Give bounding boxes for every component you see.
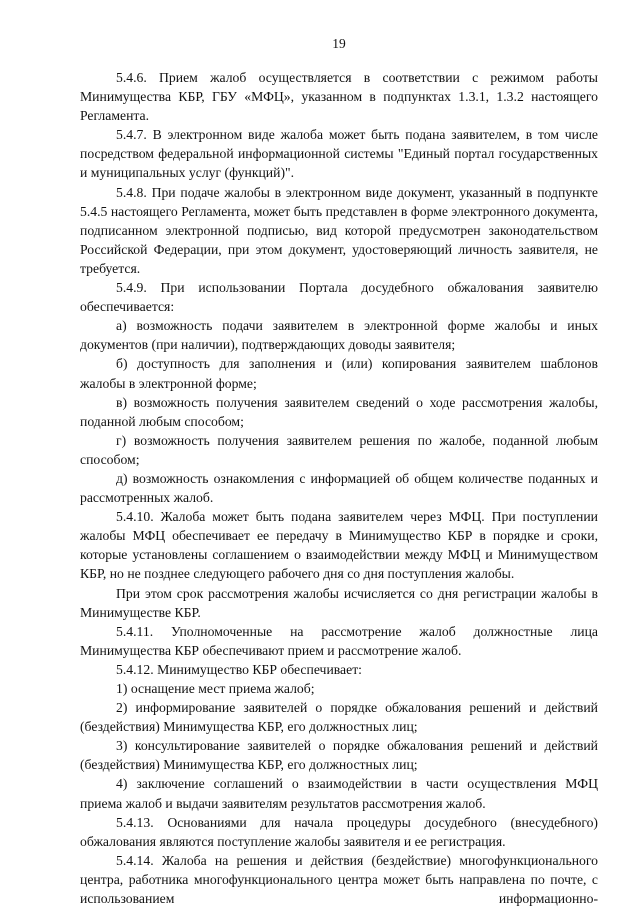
paragraph-5-4-13: 5.4.13. Основаниями для начала процедуры досудебного (внесудебного) обжалования являются поступление жалобы заявителя и ее регистрация. <box>80 814 598 849</box>
list-item-3: 3) консультирование заявителей о порядке обжалования решений и действий (бездействия) Минимущества КБР, его должностных лиц; <box>80 738 598 773</box>
document-page <box>80 0 598 905</box>
paragraph-complaint-term: При этом срок рассмотрения жалобы исчисляется со дня регистрации жалобы в Минимуществе КБР. <box>80 585 598 620</box>
list-item-v: в) возможность получения заявителем сведений о ходе рассмотрения жалобы, поданной любым способом; <box>80 394 598 429</box>
list-item-g: г) возможность получения заявителем решения по жалобе, поданной любым способом; <box>80 432 598 467</box>
list-item-1: 1) оснащение мест приема жалоб; <box>116 681 315 696</box>
list-item-2: 2) информирование заявителей о порядке обжалования решений и действий (бездействия) Минимущества КБР, его должностных лиц; <box>80 700 598 735</box>
list-item-4: 4) заключение соглашений о взаимодействии в части осуществления МФЦ приема жалоб и выдачи заявителям результатов рассмотрения жалоб. <box>80 776 598 811</box>
paragraph-5-4-11: 5.4.11. Уполномоченные на рассмотрение жалоб должностные лица Минимущества КБР обеспечивают прием и рассмотрение жалоб. <box>80 623 598 658</box>
list-item-b: б) доступность для заполнения и (или) копирования заявителем шаблонов жалобы в электронной форме; <box>80 356 598 391</box>
paragraph-5-4-12: 5.4.12. Минимущество КБР обеспечивает: <box>116 661 362 677</box>
paragraph-5-4-9: 5.4.9. При использовании Портала досудебного обжалования заявителю обеспечивается: <box>80 280 598 315</box>
page-number: 19 <box>332 36 346 51</box>
list-item-a: а) возможность подачи заявителем в электронной форме жалобы и иных документов (при наличии), подтверждающих доводы заявителя; <box>80 318 598 353</box>
document-body <box>80 68 598 908</box>
paragraph-5-4-10: 5.4.10. Жалоба может быть подана заявителем через МФЦ. При поступлении жалобы МФЦ обеспечивает ее передачу в Минимущество КБР в порядке и сроки, которые установлены соглашением о взаимодействии между МФЦ и Минимуществом КБР, но не позднее следующего рабочего дня со дня поступления жалобы. <box>80 509 598 582</box>
paragraph-5-4-7: 5.4.7. В электронном виде жалоба может быть подана заявителем, в том числе посредством федеральной информационной системы "Единый портал государственных и муниципальных услуг (функций)". <box>80 127 598 181</box>
list-item-d: д) возможность ознакомления с информацией об общем количестве поданных и рассмотренных жалоб. <box>80 470 598 506</box>
paragraph-5-4-14: 5.4.14. Жалоба на решения и действия (бездействие) многофункционального центра, работника многофункционального центра может быть направлена по почте, с использованием информационно- <box>80 852 598 907</box>
paragraph-5-4-6: 5.4.6. Прием жалоб осуществляется в соответствии с режимом работы Минимущества КБР, ГБУ «МФЦ», указанном в подпунктах 1.3.1, 1.3.2 настоящего Регламента. <box>80 70 598 124</box>
paragraph-5-4-8: 5.4.8. При подаче жалобы в электронном виде документ, указанный в подпункте 5.4.5 настоящего Регламента, может быть представлен в форме электронного документа, подписанном электронной подписью, вид которой предусмотрен законодательством Российской Федерации, при этом документ, удостоверяющий личность заявителя, не требуется. <box>80 184 598 276</box>
